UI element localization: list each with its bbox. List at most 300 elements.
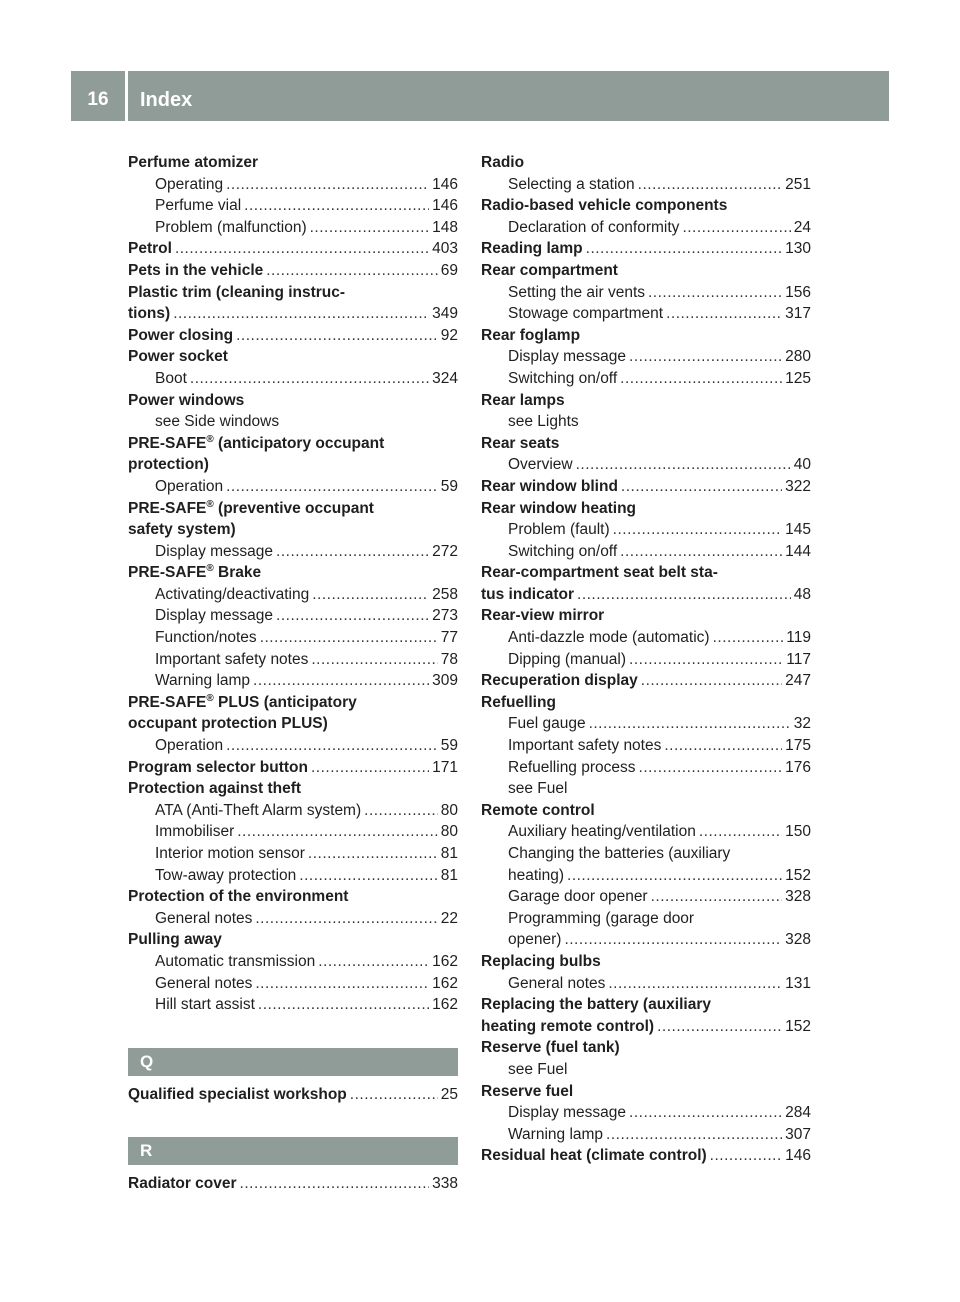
entry-term-text: Garage door opener — [508, 888, 648, 906]
entry-term-text: General notes — [508, 974, 606, 992]
entry-term-text: heating) — [508, 866, 565, 884]
entry-term — [155, 951, 315, 973]
entry-term-text: Rear-compartment seat belt sta- — [481, 564, 718, 582]
index-subentry — [481, 778, 811, 800]
registered-mark: ® — [206, 498, 214, 510]
index-entry — [481, 433, 811, 455]
page-reference[interactable]: 328 — [785, 888, 811, 906]
entry-term-text: Fuel gauge — [508, 715, 586, 733]
index-subentry — [128, 800, 458, 822]
entry-term-text: Power closing — [128, 326, 234, 344]
page-reference[interactable]: 92 — [440, 326, 458, 344]
index-subentry — [481, 1124, 811, 1146]
page-reference[interactable]: 125 — [785, 369, 811, 387]
index-subentry — [128, 994, 458, 1016]
index-subentry — [481, 519, 811, 541]
dot-leader — [312, 584, 429, 606]
page-reference[interactable]: 175 — [785, 737, 811, 755]
dot-leader — [258, 994, 429, 1016]
dot-leader — [664, 735, 782, 757]
entry-term-text: Programming (garage door — [508, 909, 695, 927]
entry-term-text: PRE-SAFE — [128, 564, 207, 582]
entry-term-text: Display message — [508, 1104, 627, 1122]
entry-term-text: Important safety notes — [508, 737, 662, 755]
dot-leader — [240, 1173, 430, 1195]
index-entry — [481, 800, 811, 822]
index-entry — [128, 929, 458, 951]
entry-term — [155, 195, 241, 217]
dot-leader — [237, 821, 438, 843]
section-title: Index — [140, 89, 193, 111]
entry-term — [481, 195, 727, 217]
page-reference[interactable]: 25 — [440, 1085, 458, 1103]
page-reference[interactable]: 309 — [432, 672, 458, 690]
page-reference[interactable]: 403 — [432, 240, 458, 258]
entry-term — [155, 174, 223, 196]
page-reference[interactable]: 152 — [785, 1017, 811, 1035]
dot-leader — [577, 584, 791, 606]
index-entry — [128, 152, 458, 174]
page-header — [71, 71, 889, 121]
entry-term — [128, 757, 308, 779]
entry-term-text: protection) — [128, 456, 209, 474]
dot-leader — [276, 605, 429, 627]
entry-term — [155, 649, 308, 671]
page-reference[interactable]: 162 — [432, 952, 458, 970]
entry-term-text: Anti-dazzle mode (automatic) — [508, 629, 710, 647]
dot-leader — [629, 1102, 782, 1124]
entry-term-text: General notes — [155, 909, 253, 927]
entry-term-text: heating remote control) — [481, 1017, 655, 1035]
entry-term — [155, 476, 223, 498]
entry-term-text: Display message — [155, 542, 274, 560]
entry-term-text: Pulling away — [128, 931, 222, 949]
dot-leader — [311, 757, 429, 779]
entry-term — [508, 778, 567, 800]
entry-term-text: Rear foglamp — [481, 326, 581, 344]
index-subentry — [481, 174, 811, 196]
page-reference[interactable]: 80 — [440, 801, 458, 819]
entry-term — [481, 605, 604, 627]
entry-term-text: Overview — [508, 456, 573, 474]
page-reference[interactable]: 77 — [440, 629, 458, 647]
entry-term-text: Replacing bulbs — [481, 952, 601, 970]
entry-term — [508, 346, 626, 368]
index-entry — [481, 260, 811, 282]
index-entry — [481, 1037, 811, 1059]
index-subentry — [481, 908, 811, 930]
entry-term — [481, 238, 583, 260]
entry-term-text: General notes — [155, 974, 253, 992]
entry-term-text: Boot — [155, 369, 187, 387]
index-entry — [128, 282, 458, 304]
entry-term — [155, 994, 255, 1016]
entry-term — [128, 390, 244, 412]
index-subentry — [481, 303, 811, 325]
entry-term-text: occupant protection PLUS) — [128, 715, 328, 733]
entry-term — [481, 800, 595, 822]
index-subentry — [128, 649, 458, 671]
entry-term-text: safety system) — [128, 521, 236, 539]
entry-term-text: Immobiliser — [155, 823, 235, 841]
index-subentry — [481, 649, 811, 671]
entry-term-text: Protection of the environment — [128, 888, 349, 906]
entry-term — [155, 670, 250, 692]
entry-term-text: Petrol — [128, 240, 172, 258]
page-reference[interactable]: 280 — [785, 348, 811, 366]
dot-leader — [190, 368, 429, 390]
index-subentry — [481, 821, 811, 843]
entry-term-text: Program selector button — [128, 758, 308, 776]
entry-term — [508, 368, 617, 390]
entry-term-text: see Lights — [508, 413, 579, 431]
entry-term-text: Refuelling process — [508, 758, 636, 776]
index-subentry — [128, 584, 458, 606]
page-reference[interactable]: 48 — [793, 585, 811, 603]
index-subentry — [128, 174, 458, 196]
page-reference[interactable]: 317 — [785, 305, 811, 323]
page-reference[interactable]: 273 — [432, 607, 458, 625]
index-column-left — [128, 152, 458, 1195]
dot-leader — [364, 800, 438, 822]
page-reference[interactable]: 338 — [432, 1175, 458, 1193]
entry-term-text: Interior motion sensor — [155, 845, 305, 862]
page-reference[interactable]: 119 — [786, 629, 811, 647]
entry-term — [508, 303, 663, 325]
entry-term — [128, 929, 222, 951]
entry-term — [128, 325, 233, 347]
page-reference[interactable]: 322 — [785, 477, 811, 495]
dot-leader — [648, 282, 782, 304]
dot-leader — [710, 1145, 782, 1167]
page-reference[interactable]: 176 — [785, 758, 811, 776]
entry-term — [508, 1124, 603, 1146]
dot-leader — [639, 757, 783, 779]
entry-term-text: Problem (fault) — [508, 521, 610, 539]
entry-term — [481, 1037, 620, 1059]
index-entry — [481, 670, 811, 692]
entry-term-text: Rear compartment — [481, 261, 618, 279]
dot-leader — [226, 735, 438, 757]
entry-term-text: Perfume atomizer — [128, 154, 259, 171]
entry-term — [508, 174, 635, 196]
entry-term — [481, 325, 580, 347]
entry-term-text: Operation — [155, 477, 224, 495]
dot-leader — [576, 454, 791, 476]
entry-term-text: Display message — [508, 348, 627, 366]
dot-leader — [606, 1124, 782, 1146]
page-reference[interactable]: 117 — [786, 650, 811, 668]
dot-leader — [311, 649, 437, 671]
index-subentry — [481, 346, 811, 368]
entry-term — [155, 800, 361, 822]
page-reference[interactable]: 307 — [785, 1125, 811, 1143]
page-reference[interactable]: 40 — [793, 456, 811, 474]
entry-term-text: Setting the air vents — [508, 283, 645, 301]
index-subentry — [128, 605, 458, 627]
entry-term-text: Switching on/off — [508, 369, 618, 387]
index-subentry — [128, 368, 458, 390]
dot-leader — [255, 908, 437, 930]
dot-leader — [226, 174, 429, 196]
index-subentry — [128, 865, 458, 887]
entry-term — [128, 152, 258, 174]
entry-term-text: see Fuel — [508, 1060, 568, 1078]
index-subentry — [481, 1102, 811, 1124]
entry-term — [481, 390, 565, 412]
entry-term — [481, 584, 574, 606]
dot-leader — [608, 973, 782, 995]
page-reference[interactable]: 156 — [785, 283, 811, 301]
entry-term — [155, 605, 273, 627]
dot-leader — [641, 670, 782, 692]
index-subentry — [128, 411, 458, 433]
entry-term — [128, 1084, 347, 1106]
entry-term — [508, 735, 661, 757]
dot-leader — [713, 627, 784, 649]
page-reference[interactable]: 247 — [785, 672, 811, 690]
section-letter-band: R — [128, 1137, 458, 1165]
index-entry — [481, 195, 811, 217]
entry-term-text: Rear seats — [481, 434, 560, 452]
entry-term — [155, 584, 309, 606]
entry-term-text: Brake — [213, 564, 262, 582]
entry-term-text: ATA (Anti-Theft Alarm system) — [155, 801, 362, 819]
page-reference[interactable]: 152 — [785, 866, 811, 884]
entry-term-text: Reserve fuel — [481, 1082, 574, 1100]
entry-term — [508, 865, 564, 887]
entry-term-text: Recuperation display — [481, 672, 638, 690]
index-subentry — [481, 368, 811, 390]
index-entry — [128, 303, 458, 325]
entry-term-text: Perfume vial — [155, 197, 242, 215]
entry-term-text: PRE-SAFE — [128, 499, 207, 517]
dot-leader — [638, 174, 782, 196]
index-entry — [128, 713, 458, 735]
dot-leader — [666, 303, 782, 325]
entry-term-text: PRE-SAFE — [128, 693, 207, 711]
index-subentry — [128, 973, 458, 995]
entry-term-text: Operating — [155, 175, 224, 193]
dot-leader — [253, 670, 429, 692]
index-subentry — [128, 908, 458, 930]
page-reference[interactable]: 171 — [432, 758, 458, 776]
entry-term-text: Problem (malfunction) — [155, 218, 307, 236]
page-reference[interactable]: 145 — [785, 521, 811, 539]
page-reference[interactable]: 162 — [432, 974, 458, 992]
entry-term-text: Refuelling — [481, 693, 556, 711]
page-reference[interactable]: 349 — [432, 305, 458, 323]
entry-term — [128, 282, 345, 304]
entry-term-text: Reading lamp — [481, 240, 583, 258]
page-reference[interactable]: 78 — [440, 650, 458, 668]
index-subentry — [128, 735, 458, 757]
dot-leader — [651, 886, 783, 908]
index-subentry — [128, 476, 458, 498]
page-reference[interactable]: 146 — [785, 1147, 811, 1165]
page-reference[interactable]: 69 — [440, 261, 458, 279]
entry-term-text: Rear window blind — [481, 477, 618, 495]
index-entry — [128, 778, 458, 800]
dot-leader — [260, 627, 438, 649]
entry-term — [508, 908, 694, 930]
dot-leader — [266, 260, 438, 282]
index-entry — [128, 692, 458, 714]
page-reference[interactable]: 162 — [432, 996, 458, 1014]
index-subentry — [481, 541, 811, 563]
entry-term — [155, 821, 234, 843]
dot-leader — [699, 821, 782, 843]
entry-term-text: Activating/deactivating — [155, 585, 310, 603]
dot-leader — [308, 843, 438, 865]
index-entry — [128, 433, 458, 455]
entry-term-text: PRE-SAFE — [128, 434, 207, 452]
page-reference[interactable]: 59 — [440, 737, 458, 755]
entry-term-text: Protection against theft — [128, 780, 302, 798]
index-subentry — [128, 195, 458, 217]
entry-term — [508, 843, 730, 865]
dot-leader — [564, 929, 782, 951]
entry-term-text: Dipping (manual) — [508, 650, 627, 668]
dot-leader — [244, 195, 429, 217]
index-entry — [481, 390, 811, 412]
page-reference[interactable]: 272 — [432, 542, 458, 560]
entry-term — [155, 541, 273, 563]
dot-leader — [589, 713, 791, 735]
entry-term — [481, 1145, 707, 1167]
entry-term — [508, 973, 605, 995]
entry-term-text: Stowage compartment — [508, 305, 664, 323]
index-entry — [128, 562, 458, 584]
entry-term — [155, 973, 252, 995]
page-reference[interactable]: 32 — [793, 715, 811, 733]
dot-leader — [586, 238, 782, 260]
page-reference[interactable]: 148 — [432, 218, 458, 236]
page-reference[interactable]: 24 — [793, 218, 811, 236]
dot-leader — [175, 238, 429, 260]
entry-term — [155, 908, 252, 930]
dot-leader — [613, 519, 782, 541]
entry-term — [155, 411, 279, 433]
index-entry — [481, 498, 811, 520]
page-reference[interactable]: 130 — [785, 240, 811, 258]
entry-term-text: see Side windows — [155, 413, 280, 431]
entry-term — [508, 821, 696, 843]
entry-term — [128, 886, 348, 908]
index-subentry — [128, 217, 458, 239]
index-entry — [128, 1084, 458, 1106]
entry-term — [481, 994, 711, 1016]
registered-mark: ® — [206, 692, 214, 704]
dot-leader — [657, 1016, 782, 1038]
entry-term-text: Rear window heating — [481, 499, 637, 517]
index-entry — [128, 757, 458, 779]
index-entry — [481, 605, 811, 627]
page-reference[interactable]: 146 — [432, 197, 458, 215]
page-reference[interactable]: 144 — [785, 542, 811, 560]
entry-term-text: Reserve (fuel tank) — [481, 1039, 620, 1057]
entry-term-text: Hill start assist — [155, 996, 255, 1014]
entry-term-text: Selecting a station — [508, 175, 635, 193]
page-reference[interactable]: 324 — [432, 369, 458, 387]
entry-term-text: Residual heat (climate control) — [481, 1147, 707, 1165]
index-entry — [481, 562, 811, 584]
entry-term — [481, 260, 618, 282]
index-subentry — [481, 411, 811, 433]
page-reference[interactable]: 80 — [440, 823, 458, 841]
page-reference[interactable]: 59 — [440, 477, 458, 495]
index-subentry — [481, 282, 811, 304]
page-reference[interactable]: 284 — [785, 1104, 811, 1122]
section-letter-band: Q — [128, 1048, 458, 1076]
entry-term — [128, 260, 263, 282]
page-reference[interactable]: 258 — [432, 585, 458, 603]
entry-term-text: Rear-view mirror — [481, 607, 605, 625]
index-subentry — [128, 843, 458, 865]
page-reference[interactable]: 131 — [785, 974, 811, 992]
header-divider — [125, 71, 128, 121]
entry-term — [508, 757, 636, 779]
page-reference[interactable]: 81 — [440, 866, 458, 884]
entry-term — [155, 843, 305, 865]
entry-term — [481, 670, 638, 692]
entry-term-text: Operation — [155, 737, 224, 755]
entry-term — [128, 562, 261, 584]
entry-term — [481, 1016, 654, 1038]
index-subentry — [128, 821, 458, 843]
index-subentry — [481, 973, 811, 995]
entry-term-text: tus indicator — [481, 585, 575, 603]
entry-term — [155, 368, 187, 390]
entry-term — [128, 433, 384, 455]
index-subentry — [481, 886, 811, 908]
dot-leader — [310, 217, 430, 239]
dot-leader — [276, 541, 429, 563]
page-reference[interactable]: 146 — [432, 175, 458, 193]
index-entry — [481, 1145, 811, 1167]
page-reference[interactable]: 328 — [785, 931, 811, 949]
entry-term — [481, 562, 718, 584]
entry-term — [481, 152, 524, 174]
entry-term — [508, 519, 610, 541]
entry-term — [508, 454, 573, 476]
dot-leader — [226, 476, 438, 498]
entry-term — [508, 411, 579, 433]
page-reference[interactable]: 22 — [440, 909, 458, 927]
dot-leader — [255, 973, 429, 995]
entry-term-text: Warning lamp — [155, 672, 251, 690]
entry-term-text: Radio-based vehicle components — [481, 197, 728, 215]
page-reference[interactable]: 81 — [440, 845, 458, 862]
index-subentry — [481, 929, 811, 951]
entry-term — [508, 627, 710, 649]
entry-term — [128, 778, 301, 800]
dot-leader — [620, 541, 782, 563]
entry-term-text: Switching on/off — [508, 542, 618, 560]
entry-term — [508, 541, 617, 563]
entry-term — [481, 951, 601, 973]
entry-term — [481, 692, 556, 714]
entry-term — [155, 627, 257, 649]
index-entry — [481, 238, 811, 260]
index-entry — [481, 692, 811, 714]
page-reference[interactable]: 150 — [785, 823, 811, 841]
page-reference[interactable]: 251 — [785, 175, 811, 193]
entry-term — [508, 1102, 626, 1124]
dot-leader — [621, 476, 782, 498]
entry-term — [128, 692, 357, 714]
index-entry — [481, 584, 811, 606]
